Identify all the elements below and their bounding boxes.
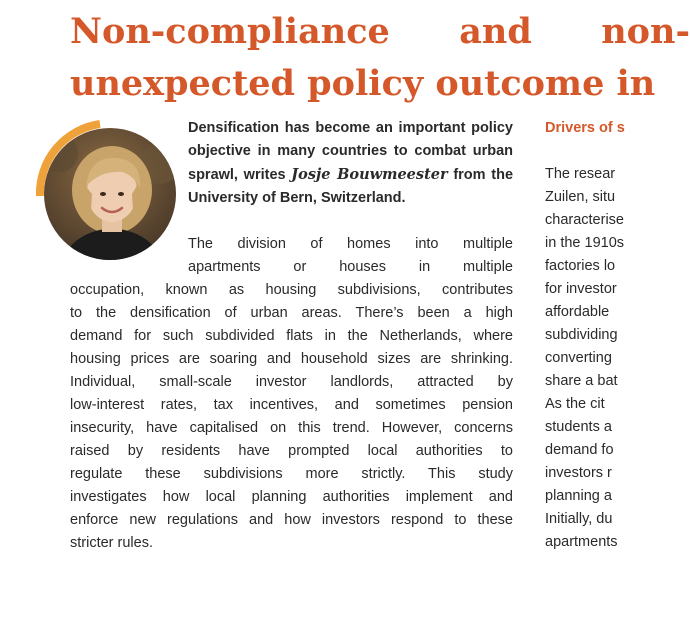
body-paragraph — [70, 233, 513, 555]
right-line: share a bat — [545, 373, 618, 389]
right-line: Zuilen, situ — [545, 189, 616, 205]
body-line: Individual, small-scale investor landlords, attracted by — [70, 374, 513, 390]
right-line: demand fo — [545, 442, 614, 458]
right-line: affordable — [545, 304, 610, 320]
body-line: The division of homes into multiple — [188, 236, 513, 252]
body-line: apartments or houses in multiple — [188, 259, 513, 275]
section-heading: Drivers of s — [545, 120, 625, 136]
title-line-2: unexpected policy outcome in — [70, 63, 656, 104]
intro-paragraph — [188, 117, 513, 210]
right-line: for investor — [545, 281, 617, 297]
article-title — [70, 6, 690, 110]
right-line: investors r — [545, 465, 612, 481]
title-word: Non-compliance — [70, 11, 390, 52]
body-line: low-interest rates, tax incentives, and sometimes pension — [70, 397, 513, 413]
right-line: The resear — [545, 166, 616, 182]
body-line: housing prices are soaring and household sizes are shrinking. — [70, 351, 513, 367]
right-line: in the 1910s — [545, 235, 625, 251]
body-line: occupation, known as housing subdivisions, contributes — [70, 282, 513, 298]
right-line: subdividing — [545, 327, 618, 343]
body-line: raised by residents have prompted local authorities to — [70, 443, 513, 459]
right-line: apartments — [545, 534, 618, 550]
body-line: demand for such subdivided flats in the Netherlands, where — [70, 328, 513, 344]
right-line: characterise — [545, 212, 624, 228]
right-column — [545, 117, 630, 554]
body-line: stricter rules. — [70, 535, 153, 551]
right-line: factories lo — [545, 258, 616, 274]
right-line: converting — [545, 350, 612, 366]
body-line: to the densification of urban areas. There’s been a high — [70, 305, 513, 321]
body-line: enforce new regulations and how investors respond to these — [70, 512, 513, 528]
title-word: non- — [601, 11, 690, 52]
title-word: and — [459, 11, 532, 52]
intro-text-end: from the University of Bern, Switzerland. — [188, 167, 514, 206]
intro-text: Densification has become an important policy objective in many countries to combat urban sprawl, writes — [188, 120, 513, 183]
body-line: insecurity, have capitalised on this trend. However, concerns — [70, 420, 513, 436]
body-line: investigates how local planning authorities implement and — [70, 489, 513, 505]
body-line: regulate these subdivisions more strictly. This study — [70, 466, 513, 482]
right-line: students a — [545, 419, 612, 435]
author-name: Josje Bouwmeester — [291, 166, 448, 183]
right-line: As the cit — [545, 396, 605, 412]
right-line: Initially, du — [545, 511, 613, 527]
right-line: planning a — [545, 488, 612, 504]
